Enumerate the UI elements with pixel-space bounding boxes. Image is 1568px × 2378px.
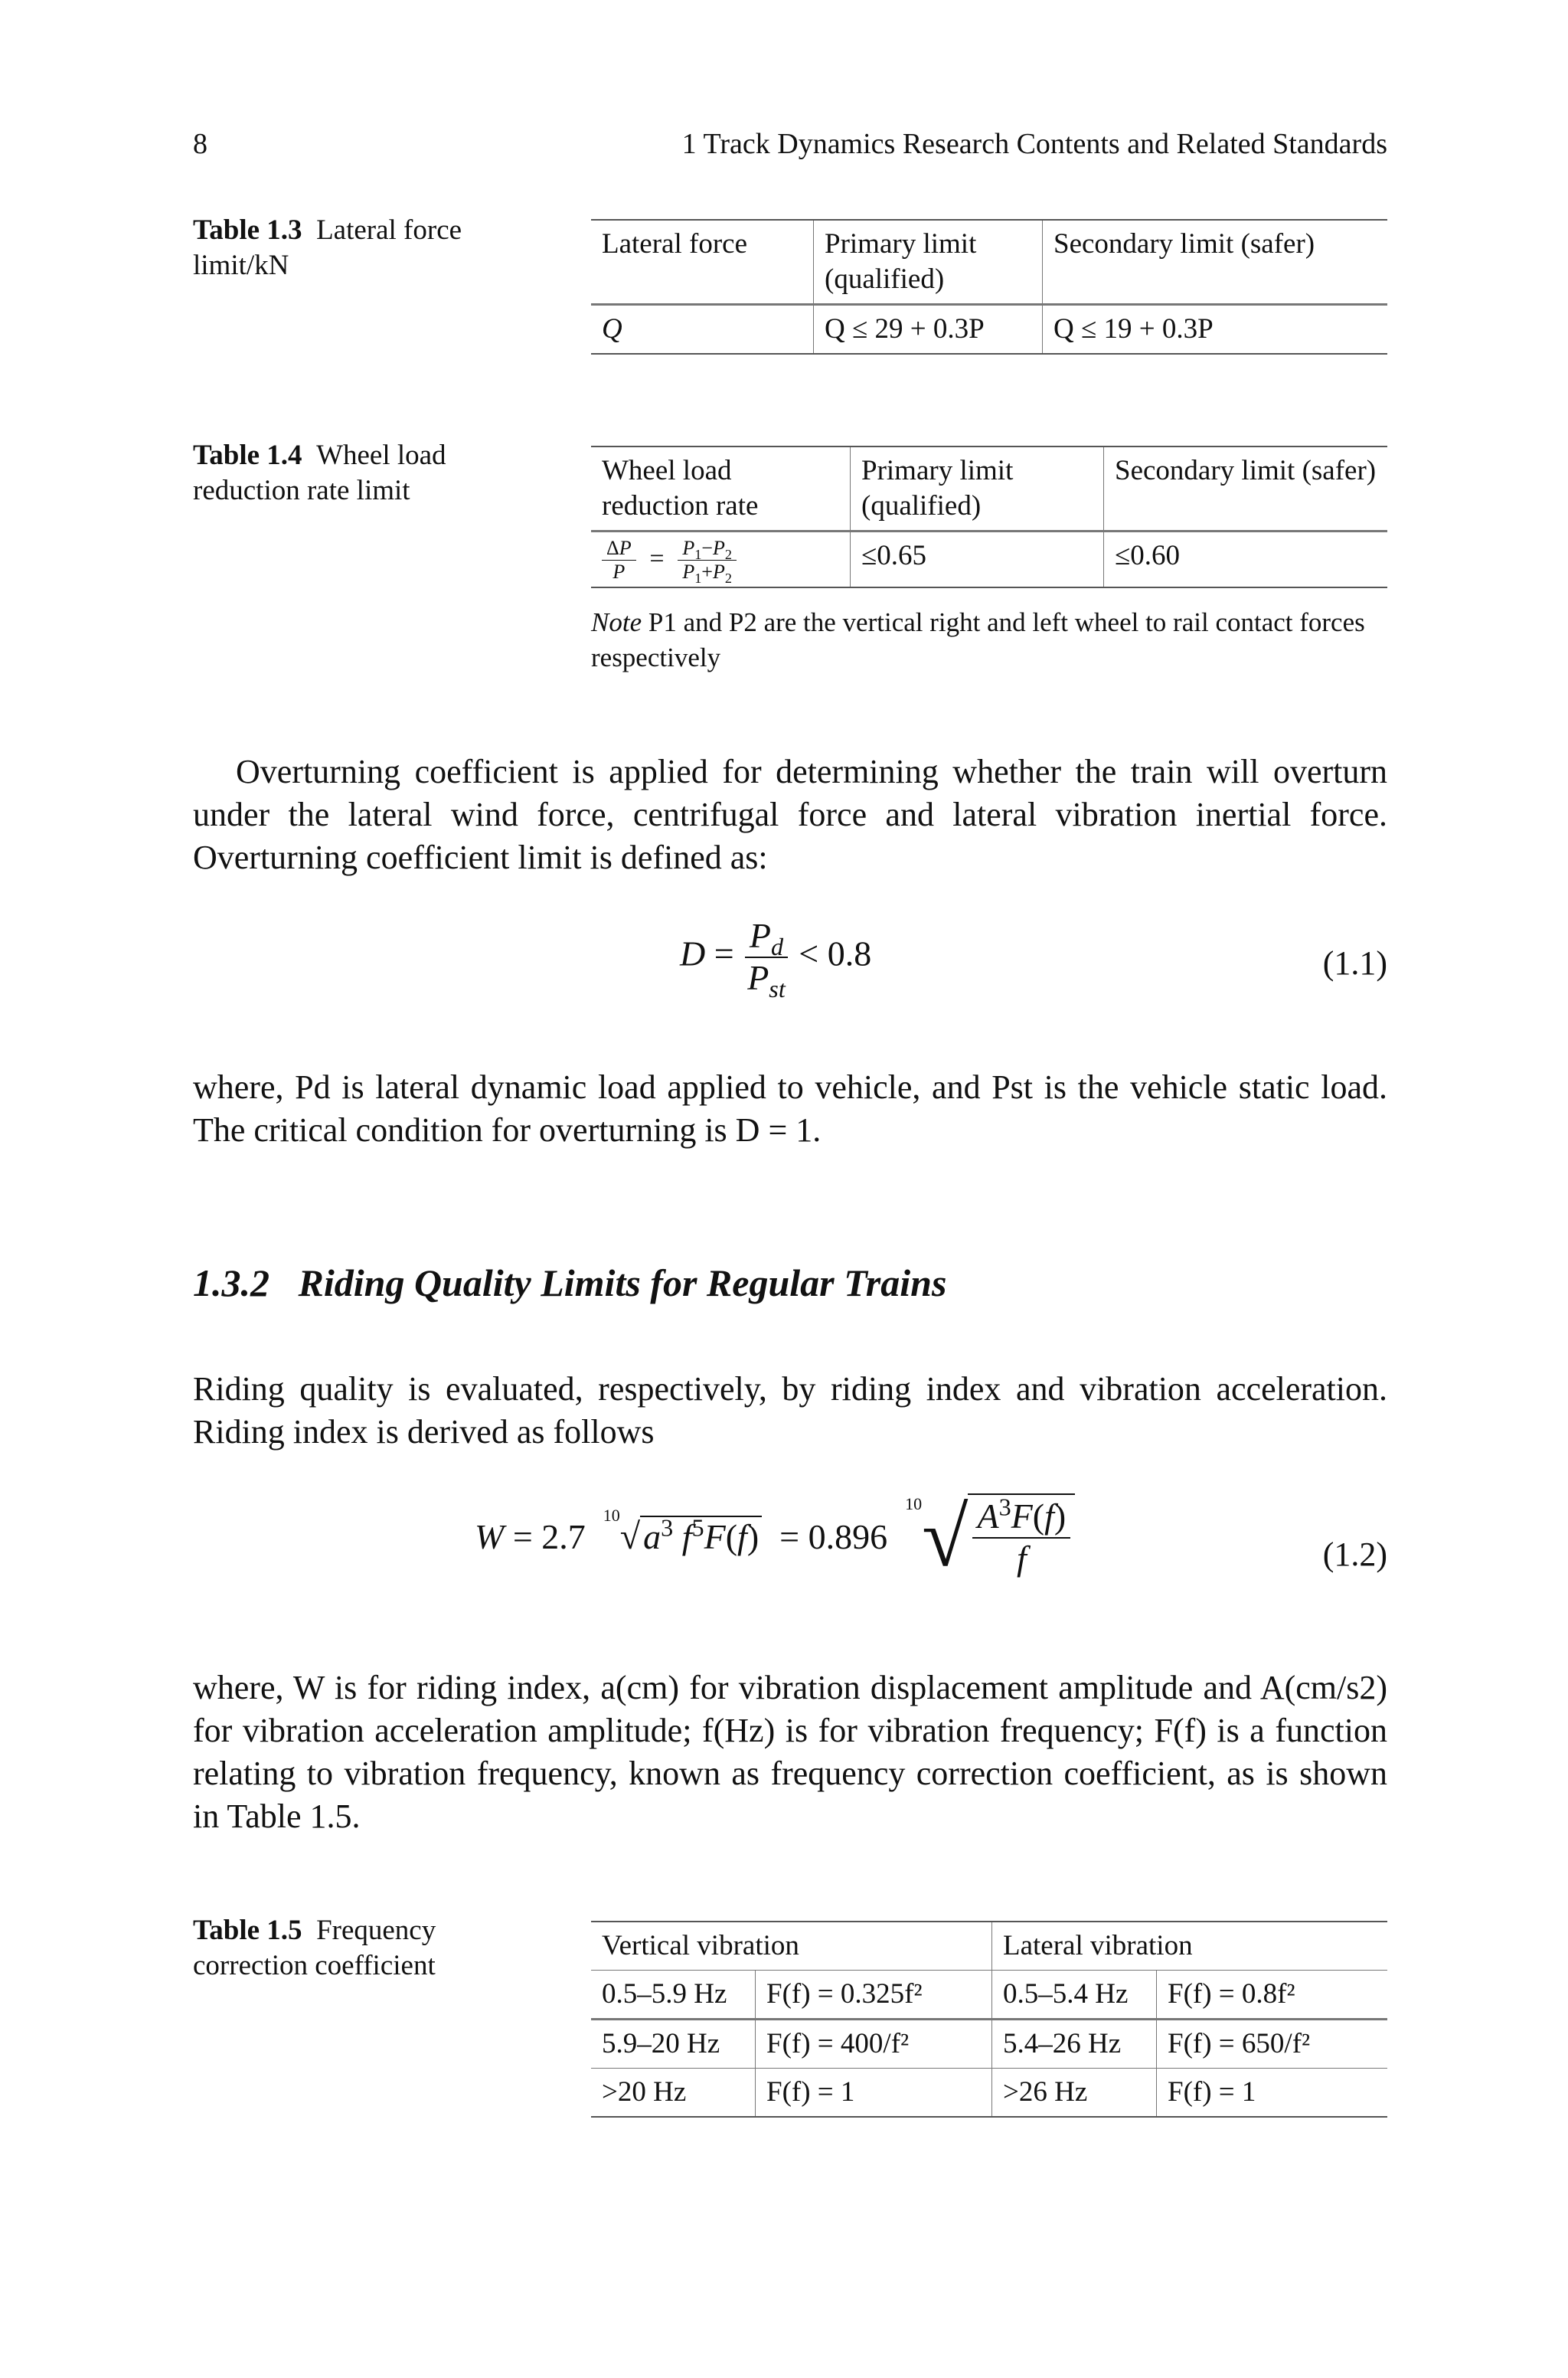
table-1-5-row xyxy=(591,2020,1387,2069)
table-1-4-cell-formula: $\frac{\Delta P}{P}$ = $\frac{P_1-P_2}{P_1+P_2}$ xyxy=(591,532,851,587)
table-1-3 xyxy=(591,219,1387,355)
table-1-3-header-lateral-force: Lateral force xyxy=(591,220,814,305)
table-1-4 xyxy=(591,446,1387,588)
table-1-4-header-primary-limit: Primary limit (qualified) xyxy=(851,446,1104,532)
table-1-5-cell: 5.9–20 Hz xyxy=(591,2020,756,2069)
table-1-3-header-primary-limit: Primary limit (qualified) xyxy=(814,220,1043,305)
table-1-3-caption-text: Lateral force limit/kN xyxy=(193,214,462,281)
table-1-5-cell: F(f) = 0.325f² xyxy=(756,1971,992,2020)
table-1-5-cell: >20 Hz xyxy=(602,2076,687,2108)
table-1-5-cell: >26 Hz xyxy=(992,2069,1157,2118)
section-number: 1.3.2 xyxy=(193,1261,270,1304)
table-1-3-header-secondary-limit: Secondary limit (safer) xyxy=(1043,220,1388,305)
table-1-5-cell: 0.5–5.4 Hz xyxy=(992,1971,1157,2020)
table-1-5-cell: F(f) = 650/f² xyxy=(1157,2020,1388,2069)
table-1-4-label: Table 1.4 xyxy=(193,440,302,471)
page-number: 8 xyxy=(193,128,207,160)
table-1-5-header-vertical: Vertical vibration xyxy=(591,1922,992,1971)
paragraph-overturning: Overturning coefficient is applied for determining whether the train will overturn under the lateral wind force, centrifugal force and lateral vibration inertial force. Overturning coefficient limit is defined as: xyxy=(193,753,1387,876)
table-1-5-cell: 5.4–26 Hz xyxy=(992,2020,1157,2069)
table-1-5-caption-text: Frequency correction coefficient xyxy=(193,1915,436,1981)
table-1-4-header-secondary-limit: Secondary limit (safer) xyxy=(1104,446,1388,532)
table-1-4-row xyxy=(591,532,1387,587)
table-1-5-label: Table 1.5 xyxy=(193,1915,302,1946)
table-1-4-note xyxy=(591,605,1387,675)
equation-1-2: W = 2.7 $^{10}√a^3$ $f^5F(f) = 0.896$ $^{10}$√ $\frac{A^3F(f)}{f}$ xyxy=(475,1493,1075,1581)
table-1-3-caption xyxy=(193,213,514,283)
table-1-4-caption-text: Wheel load reduction rate limit xyxy=(193,440,446,506)
table-1-4-caption xyxy=(193,438,514,509)
table-1-5-cell: 0.5–5.9 Hz xyxy=(591,1971,756,2020)
table-1-5-caption xyxy=(193,1913,514,1984)
section-title: Riding Quality Limits for Regular Trains xyxy=(298,1261,947,1304)
table-1-5-cell: F(f) = 1 xyxy=(756,2069,992,2118)
table-1-5 xyxy=(591,1921,1387,2118)
table-1-5-header-lateral: Lateral vibration xyxy=(992,1922,1388,1971)
equation-1-1-number: (1.1) xyxy=(1322,944,1387,982)
table-1-5-cell: F(f) = 1 xyxy=(1157,2069,1388,2118)
table-1-3-cell-primary: Q ≤ 29 + 0.3P xyxy=(814,305,1043,355)
table-1-4-cell-primary: ≤0.65 xyxy=(851,532,1104,587)
table-1-4-cell-secondary: ≤0.60 xyxy=(1104,532,1388,587)
running-title: 1 Track Dynamics Research Contents and Related Standards xyxy=(681,128,1387,160)
table-1-4-note-text: P1 and P2 are the vertical right and left wheel to rail contact forces respectively xyxy=(591,607,1365,672)
equation-1-2-number: (1.2) xyxy=(1322,1536,1387,1573)
table-1-4-note-label: Note xyxy=(591,607,642,637)
paragraph-overturning-where: where, Pd is lateral dynamic load applied to vehicle, and Pst is the vehicle static load. The critical condition for overturning is D = 1. xyxy=(193,1068,1387,1149)
table-1-3-cell-q: Q xyxy=(602,313,622,345)
table-1-3-cell-secondary: Q ≤ 19 + 0.3P xyxy=(1043,305,1388,355)
table-1-4-header-reduction-rate: Wheel load reduction rate xyxy=(591,446,851,532)
paragraph-riding-quality: Riding quality is evaluated, respectively, by riding index and vibration acceleration. Riding index is derived as follows xyxy=(193,1370,1387,1451)
table-1-5-cell: F(f) = 0.8f² xyxy=(1157,1971,1388,2020)
paragraph-riding-index-where: where, W is for riding index, a(cm) for vibration displacement amplitude and A(cm/s2) for vibration acceleration amplitude; f(Hz) is for vibration frequency; F(f) is a function relating to vibration frequency, known as frequency correction coefficient, as is shown in Table 1.5. xyxy=(193,1669,1387,1835)
equation-1-1: D = $\frac{P_d}{P_{st}}$ < 0.8 xyxy=(680,916,872,1003)
table-1-3-label: Table 1.3 xyxy=(193,214,302,246)
table-1-3-row xyxy=(591,305,1387,355)
table-1-5-cell: F(f) = 400/f² xyxy=(756,2020,992,2069)
section-heading xyxy=(193,1261,946,1305)
table-1-5-row xyxy=(591,2069,1387,2118)
table-1-5-row xyxy=(591,1971,1387,2020)
